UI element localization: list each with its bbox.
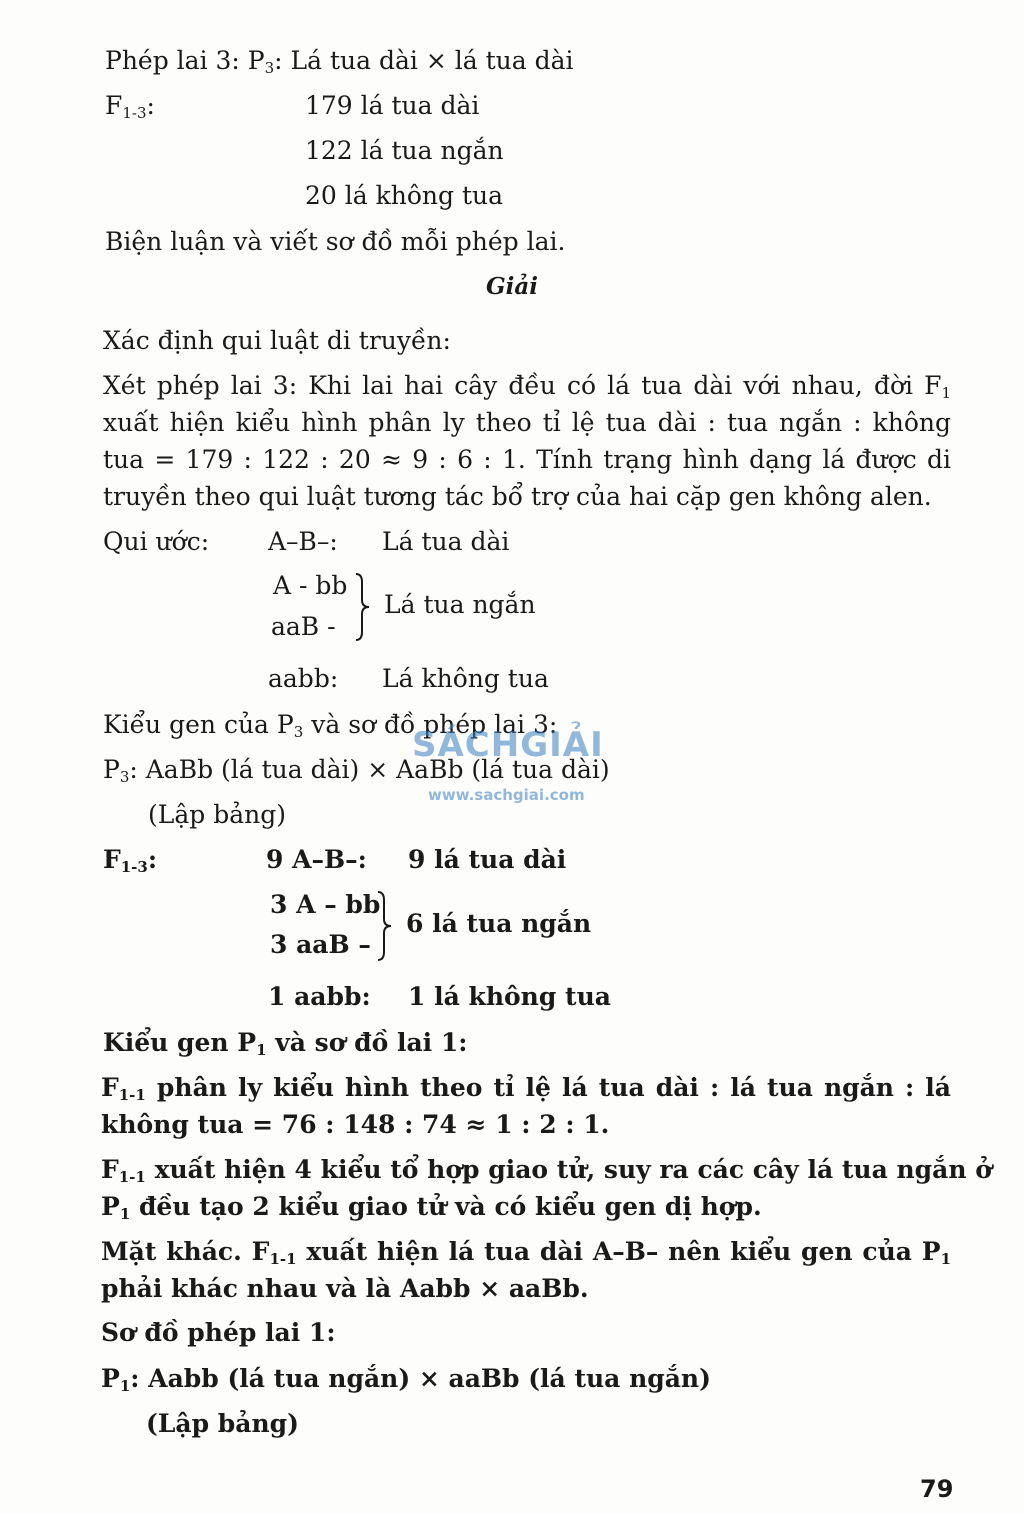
- brace-icon: [374, 890, 396, 962]
- brace-icon: [352, 572, 374, 642]
- page-number: 79: [920, 1475, 954, 1503]
- genotype-para-line-2: phải khác nhau và là Aabb × aaBb.: [101, 1274, 589, 1303]
- cross-1-diagram-heading: Sơ đồ phép lai 1:: [101, 1318, 336, 1347]
- make-table-2: (Lập bảng): [146, 1409, 299, 1438]
- solution-heading: Giải: [486, 273, 539, 300]
- f1-3-value-2: 122 lá tua ngắn: [305, 136, 504, 165]
- convention-label: Qui ước:: [103, 527, 210, 556]
- section-determine-law: Xác định qui luật di truyền:: [103, 326, 451, 355]
- f1-3-phenotype-2: 6 lá tua ngắn: [406, 909, 592, 938]
- f1-3-genotype-4: 1 aabb:: [268, 982, 371, 1011]
- f1-3-phenotype-3: 1 lá không tua: [408, 982, 611, 1011]
- convention-phenotype-2: Lá tua ngắn: [384, 590, 536, 619]
- task-statement: Biện luận và viết sơ đồ mỗi phép lai.: [105, 227, 566, 256]
- f1-3-value-3: 20 lá không tua: [305, 181, 504, 210]
- f1-3-genotype-2: 3 A – bb: [270, 890, 381, 919]
- f1-3-phenotype-1: 9 lá tua dài: [408, 845, 567, 874]
- convention-phenotype-1: Lá tua dài: [382, 527, 510, 556]
- convention-phenotype-3: Lá không tua: [382, 664, 549, 693]
- genotype-para-line-1: Mặt khác. $F_{1-1}$ xuất hiện lá tua dài A–B– nên kiểu gen của $P_1$: [101, 1237, 952, 1268]
- make-table-1: (Lập bảng): [148, 800, 286, 829]
- convention-genotype-2: A - bb: [273, 571, 348, 600]
- para-1-line-2: xuất hiện kiểu hình phân ly theo tỉ lệ tua dài : tua ngắn : không: [103, 408, 951, 437]
- f1-3-result-label: $F_{1-3}$:: [103, 845, 158, 876]
- ratio-para-line-2: không tua = 76 : 148 : 74 ≈ 1 : 2 : 1.: [101, 1110, 610, 1139]
- ratio-para-line-1: $F_{1-1}$ phân ly kiểu hình theo tỉ lệ lá tua dài : lá tua ngắn : lá: [101, 1073, 951, 1104]
- f1-3-label: $F_{1-3}$:: [105, 91, 155, 122]
- watermark-url: www.sachgiai.com: [428, 786, 585, 804]
- gamete-para-line-2: $P_1$ đều tạo 2 kiểu giao tử và có kiểu gen dị hợp.: [101, 1192, 762, 1223]
- convention-genotype-1: A–B–:: [268, 527, 338, 556]
- p1-cross-line: $P_1$: Aabb (lá tua ngắn) × aaBb (lá tua ngắn): [101, 1364, 711, 1395]
- f1-3-value-1: 179 lá tua dài: [305, 91, 480, 120]
- f1-3-genotype-3: 3 aaB –: [270, 930, 371, 959]
- para-1-line-4: truyền theo qui luật tương tác bổ trợ của hai cặp gen không alen.: [103, 482, 932, 511]
- convention-genotype-3: aaB -: [271, 612, 336, 641]
- genotype-p1-heading: Kiểu gen $P_1$ và sơ đồ lai 1:: [103, 1028, 468, 1059]
- para-1-line-1: Xét phép lai 3: Khi lai hai cây đều có lá tua dài với nhau, đời $F_1$: [103, 371, 951, 402]
- gamete-para-line-1: $F_{1-1}$ xuất hiện 4 kiểu tổ hợp giao tử, suy ra các cây lá tua ngắn ở: [101, 1155, 992, 1186]
- watermark-logo: SÁCHGIẢI: [412, 725, 604, 765]
- cross-3-statement: Phép lai 3: $P_3$: Lá tua dài × lá tua dài: [105, 46, 574, 77]
- para-1-line-3: tua = 179 : 122 : 20 ≈ 9 : 6 : 1. Tính trạng hình dạng lá được di: [103, 445, 951, 474]
- convention-genotype-4: aabb:: [268, 664, 339, 693]
- p3-cross-line: $P_3$: AaBb (lá tua dài) × AaBb (lá tua dài): [103, 755, 610, 786]
- f1-3-genotype-1: 9 A–B–:: [266, 845, 367, 874]
- genotype-p3-heading: Kiểu gen của $P_3$ và sơ đồ phép lai 3:: [103, 710, 558, 741]
